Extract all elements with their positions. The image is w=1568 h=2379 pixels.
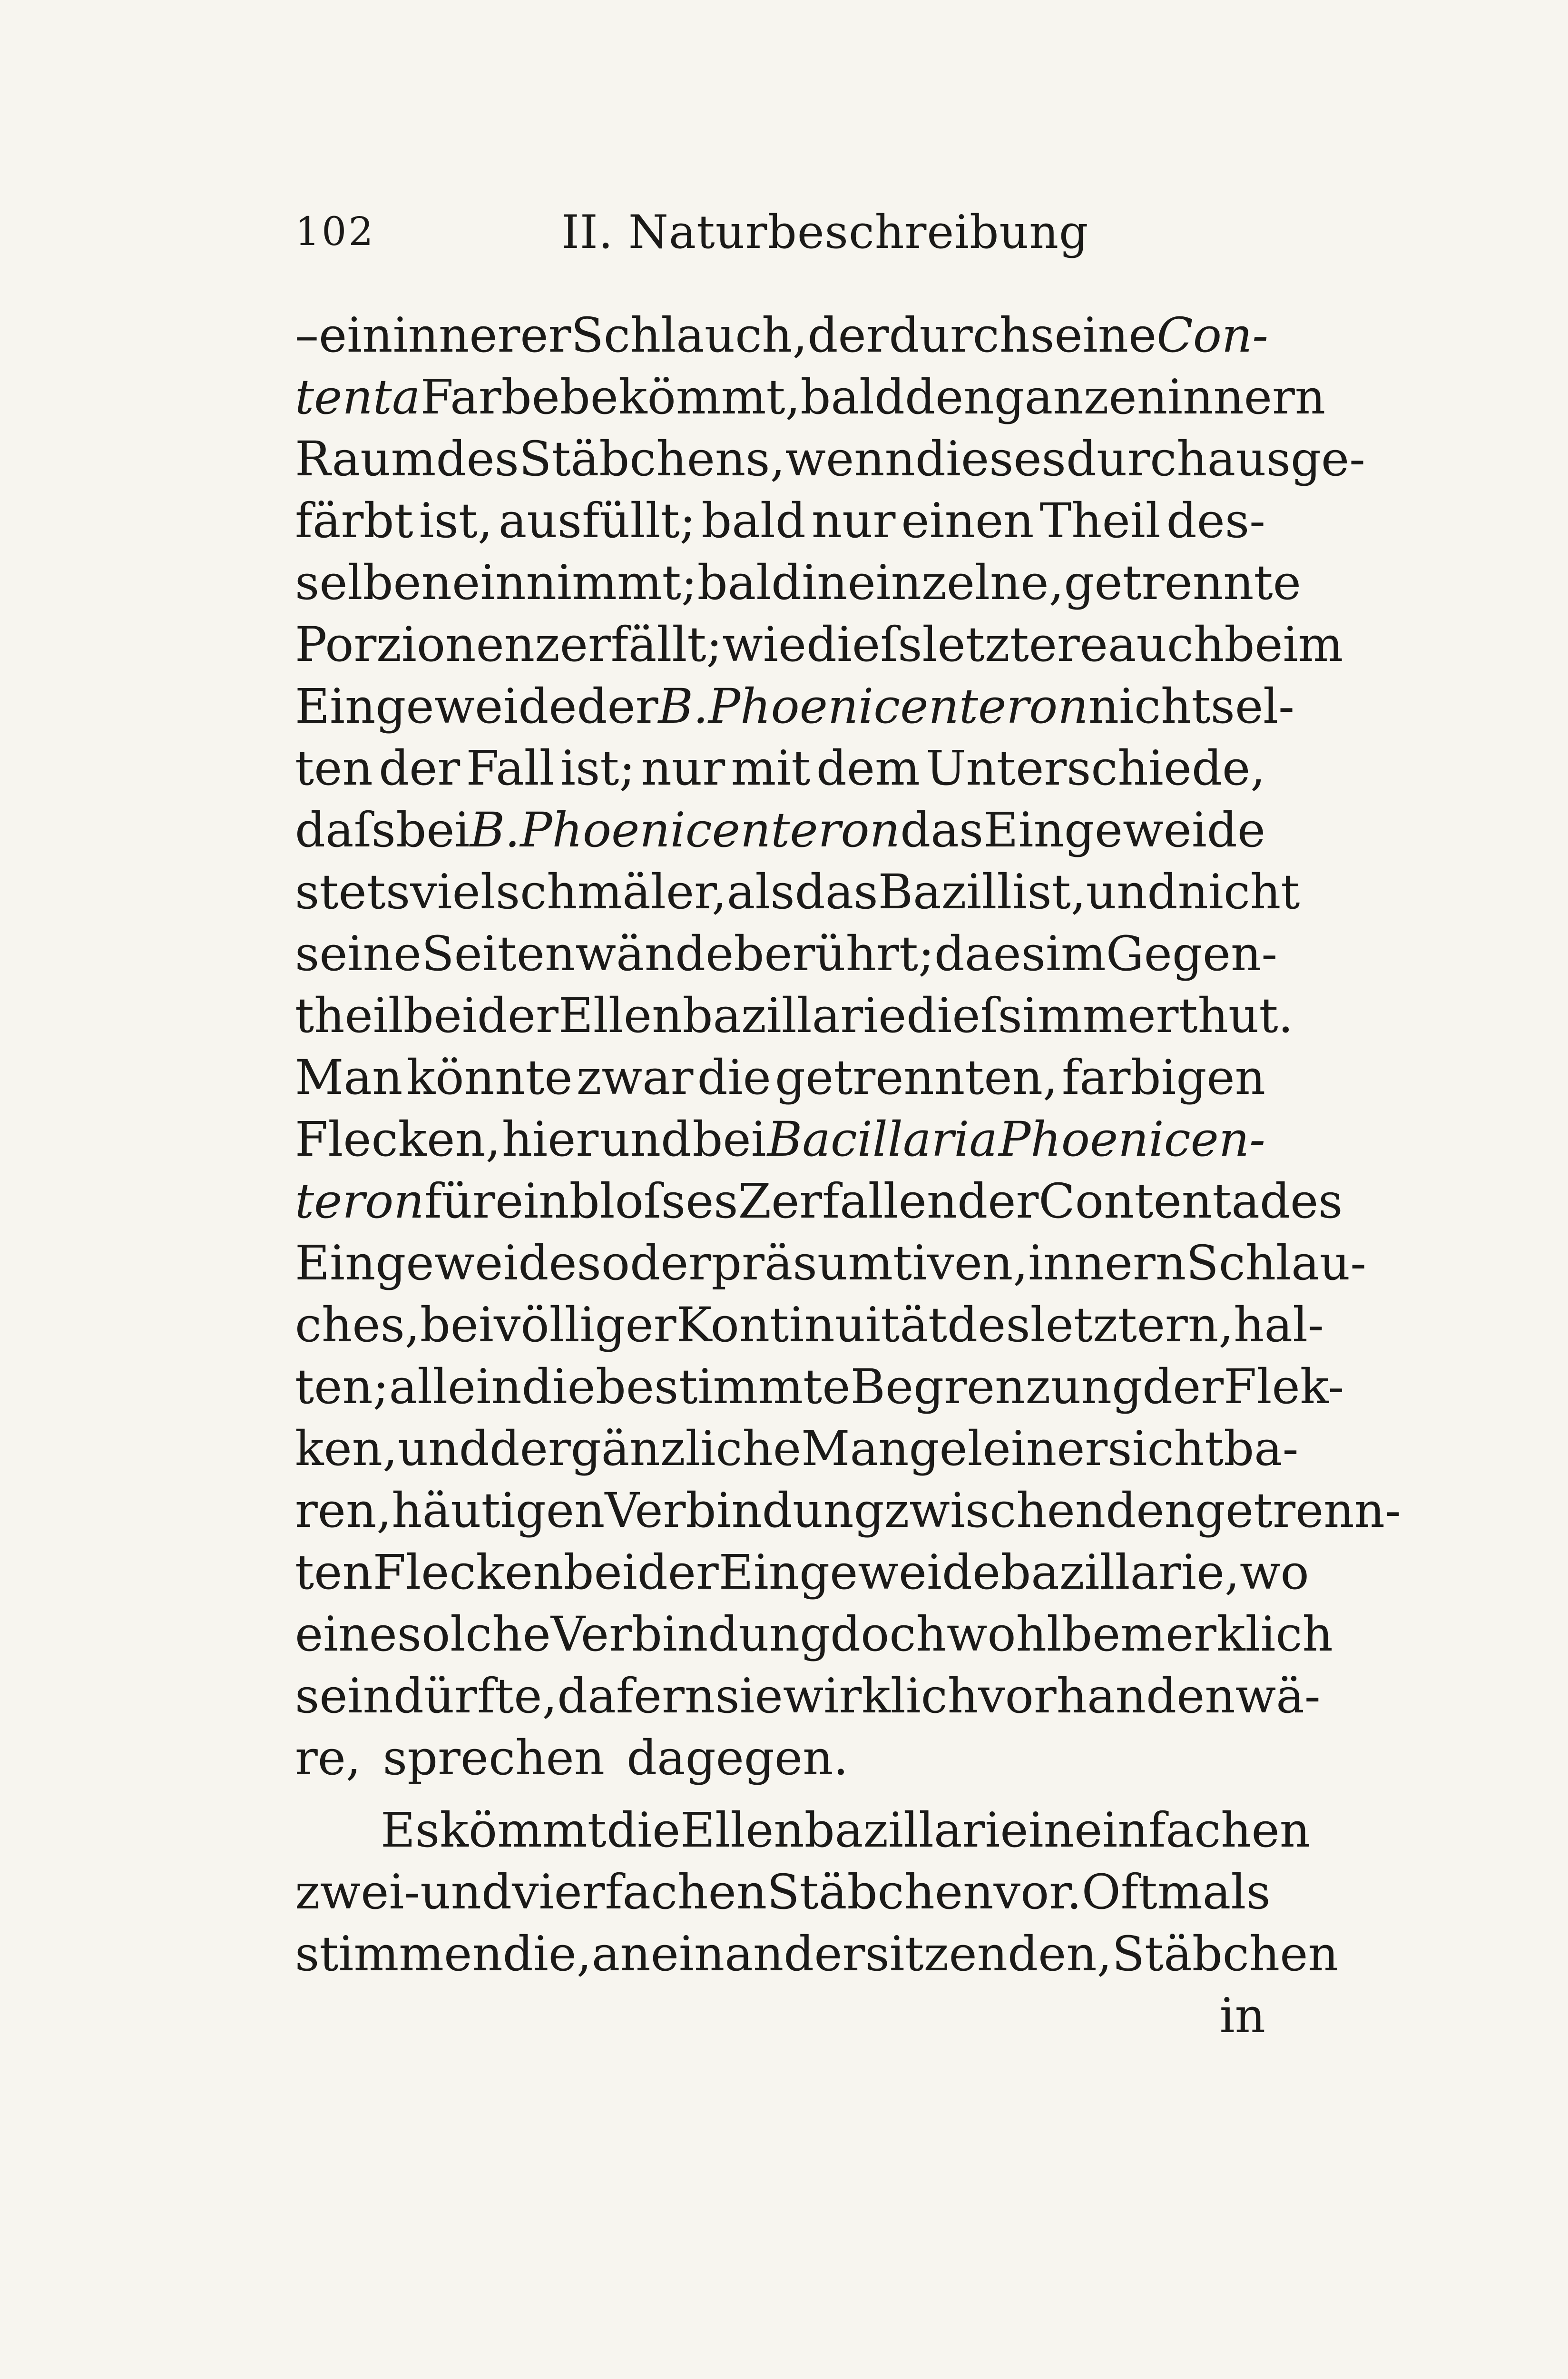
word: tenta bbox=[295, 369, 421, 425]
word: oder bbox=[601, 1235, 712, 1291]
word: in bbox=[1219, 1988, 1265, 2044]
word: letztere bbox=[922, 617, 1108, 672]
word: immer bbox=[1022, 988, 1179, 1043]
word: die bbox=[606, 1802, 681, 1858]
page-number: 102 bbox=[295, 209, 375, 255]
word: seine bbox=[295, 926, 422, 982]
word: hier bbox=[501, 1111, 599, 1167]
word: B. bbox=[658, 678, 708, 734]
word: einzelne, bbox=[847, 555, 1064, 610]
word: hal- bbox=[1234, 1297, 1324, 1353]
word: Stäbchens, bbox=[519, 431, 785, 487]
word: einfachen bbox=[1074, 1802, 1311, 1858]
word: es bbox=[993, 926, 1046, 982]
word: Eingeweide bbox=[295, 678, 577, 734]
word: der bbox=[637, 1544, 719, 1600]
word: getrenn- bbox=[1195, 1483, 1401, 1538]
word: Verbindung bbox=[550, 1606, 831, 1662]
word: Phoenicenteron bbox=[708, 678, 1088, 734]
body-text bbox=[295, 305, 1401, 2047]
word: könnte bbox=[406, 1050, 573, 1105]
word: die, bbox=[502, 1926, 592, 1982]
word: in bbox=[1028, 1802, 1074, 1858]
word: zwischen bbox=[884, 1483, 1106, 1538]
word: nur bbox=[641, 740, 725, 796]
word: getrennten, bbox=[775, 1050, 1058, 1105]
word: Schlauch, bbox=[571, 307, 808, 363]
text-line bbox=[295, 552, 1301, 614]
text-line bbox=[295, 428, 1365, 490]
word: Oftmals bbox=[1081, 1864, 1271, 1920]
word: – bbox=[295, 307, 319, 363]
word: gänzliche bbox=[570, 1421, 802, 1476]
word: der bbox=[1142, 1359, 1224, 1415]
word: schmäler, bbox=[495, 864, 727, 920]
word: innern bbox=[1167, 369, 1326, 425]
word: sitzenden, bbox=[865, 1926, 1112, 1982]
word: wohl bbox=[946, 1606, 1062, 1662]
text-line bbox=[295, 1418, 1299, 1480]
word: der bbox=[807, 307, 889, 363]
word: dürfte, bbox=[393, 1668, 558, 1724]
text-line bbox=[295, 1356, 1344, 1418]
word: als bbox=[726, 864, 795, 920]
word: einen bbox=[901, 493, 1034, 549]
word: daſs bbox=[295, 802, 396, 858]
word: einnimmt; bbox=[452, 555, 697, 610]
word: vor. bbox=[993, 1864, 1082, 1920]
word: Es bbox=[381, 1802, 440, 1858]
word: ten bbox=[295, 1544, 373, 1600]
word: Ellenbazillarie bbox=[558, 988, 907, 1043]
word: bekömmt, bbox=[559, 369, 801, 425]
word: bei bbox=[563, 1544, 637, 1600]
text-line bbox=[295, 985, 1294, 1047]
word: nicht bbox=[1088, 678, 1211, 734]
word: Bazill bbox=[878, 864, 1012, 920]
word: Eingeweide bbox=[983, 802, 1265, 858]
text-line bbox=[295, 1480, 1401, 1542]
text-line bbox=[295, 614, 1343, 676]
word: Theil bbox=[1039, 493, 1161, 549]
word: auch bbox=[1107, 617, 1225, 672]
word: der bbox=[957, 1173, 1039, 1229]
word: nicht bbox=[1177, 864, 1300, 920]
text-line bbox=[295, 799, 1265, 861]
word: theil bbox=[295, 988, 403, 1043]
word: sein bbox=[295, 1668, 393, 1724]
word: Phoenicen- bbox=[999, 1111, 1265, 1167]
word: einer bbox=[982, 1421, 1108, 1476]
text-line bbox=[295, 737, 1265, 799]
word: Mangel bbox=[801, 1421, 983, 1476]
word: bei bbox=[420, 1297, 494, 1353]
word: und bbox=[397, 1421, 490, 1476]
word: bald bbox=[697, 555, 802, 610]
word: wenn bbox=[785, 431, 915, 487]
word: die bbox=[521, 1359, 596, 1415]
word: Man bbox=[295, 1050, 403, 1105]
word: Flecken, bbox=[295, 1111, 501, 1167]
page-header bbox=[295, 206, 1275, 271]
word: die bbox=[697, 1050, 771, 1105]
word: färbt bbox=[295, 493, 413, 549]
word: teron bbox=[295, 1173, 424, 1229]
word: bei bbox=[396, 802, 470, 858]
word: innern bbox=[1028, 1235, 1186, 1291]
text-line bbox=[295, 1799, 1311, 1861]
word: selben bbox=[295, 555, 452, 610]
word: des bbox=[947, 1297, 1030, 1353]
word: Flecken bbox=[372, 1544, 564, 1600]
text-line bbox=[295, 1727, 1265, 1789]
word: Raum bbox=[295, 431, 436, 487]
text-line bbox=[295, 1603, 1333, 1665]
word: des bbox=[1259, 1173, 1343, 1229]
word: des- bbox=[1166, 493, 1265, 549]
word: bald bbox=[701, 493, 806, 549]
text-line bbox=[295, 1542, 1309, 1603]
word: ganzen bbox=[994, 369, 1167, 425]
word: nur bbox=[811, 493, 896, 549]
word: Porzionen bbox=[295, 617, 535, 672]
word: Unterschiede, bbox=[926, 740, 1265, 796]
word: bei bbox=[692, 1111, 766, 1167]
word: Begrenzung bbox=[850, 1359, 1143, 1415]
word: seine bbox=[1030, 307, 1157, 363]
word: beim bbox=[1224, 617, 1343, 672]
word: ches, bbox=[295, 1297, 420, 1353]
word: ken, bbox=[295, 1421, 398, 1476]
word: das bbox=[900, 802, 984, 858]
word: viel bbox=[410, 864, 496, 920]
word: ge- bbox=[1290, 431, 1365, 487]
word: sel- bbox=[1210, 678, 1294, 734]
word: Kontinuität bbox=[676, 1297, 948, 1353]
word: das bbox=[794, 864, 878, 920]
word: wie bbox=[722, 617, 807, 672]
text-line bbox=[295, 1170, 1343, 1232]
running-title: II. Naturbeschreibung bbox=[561, 206, 1089, 259]
word: ten bbox=[295, 740, 373, 796]
word: kömmt bbox=[440, 1802, 607, 1858]
word: stets bbox=[295, 864, 411, 920]
word: völliger bbox=[493, 1297, 676, 1353]
word: Stäbchen bbox=[767, 1864, 994, 1920]
word: einander bbox=[650, 1926, 865, 1982]
word: getrennte bbox=[1064, 555, 1301, 610]
word: Stäbchen bbox=[1112, 1926, 1339, 1982]
word: ren, bbox=[295, 1483, 392, 1538]
word: bemerklich bbox=[1061, 1606, 1333, 1662]
word: ist, bbox=[419, 493, 493, 549]
word: der bbox=[489, 1421, 571, 1476]
word: ein bbox=[495, 1173, 569, 1229]
word: dieſs bbox=[806, 617, 922, 672]
word: bald bbox=[800, 369, 905, 425]
word: vorhanden bbox=[978, 1668, 1235, 1724]
word: Eingeweides bbox=[295, 1235, 601, 1291]
text-line bbox=[295, 1047, 1265, 1109]
word: farbigen bbox=[1061, 1050, 1265, 1105]
word: wä- bbox=[1235, 1668, 1321, 1724]
word: stimmen bbox=[295, 1926, 503, 1982]
text-line bbox=[295, 1109, 1265, 1170]
word: zwar bbox=[576, 1050, 694, 1105]
word: Eingeweidebazillarie, bbox=[718, 1544, 1240, 1600]
text-line bbox=[295, 305, 1269, 366]
word: mit bbox=[731, 740, 811, 796]
word: sie bbox=[715, 1668, 783, 1724]
word: häutigen bbox=[392, 1483, 605, 1538]
word: durch bbox=[889, 307, 1030, 363]
word: des bbox=[436, 431, 519, 487]
word: Ellenbazillarie bbox=[680, 1802, 1029, 1858]
text-line bbox=[295, 1861, 1271, 1923]
word: solche bbox=[397, 1606, 551, 1662]
word: im bbox=[1045, 926, 1106, 982]
word: Seitenwände bbox=[421, 926, 734, 982]
word: bei bbox=[403, 988, 477, 1043]
word: dieses bbox=[915, 431, 1066, 487]
text-line bbox=[295, 1232, 1366, 1294]
text-line bbox=[295, 1665, 1321, 1727]
text-line bbox=[295, 923, 1278, 985]
word: Contenta bbox=[1039, 1173, 1260, 1229]
word: und bbox=[420, 1864, 512, 1920]
word: dem bbox=[816, 740, 920, 796]
word: ist; bbox=[560, 740, 636, 796]
word: Zerfallen bbox=[738, 1173, 958, 1229]
word: sprechen bbox=[382, 1730, 605, 1786]
word: ist, bbox=[1012, 864, 1086, 920]
word: an bbox=[591, 1926, 651, 1982]
word: eine bbox=[295, 1606, 397, 1662]
word: Schlau- bbox=[1186, 1235, 1366, 1291]
word: den bbox=[905, 369, 994, 425]
word: doch bbox=[830, 1606, 947, 1662]
word: dieſs bbox=[906, 988, 1022, 1043]
word: innerer bbox=[392, 307, 571, 363]
text-line bbox=[295, 1294, 1324, 1356]
text-line bbox=[295, 861, 1300, 923]
text-line bbox=[295, 490, 1265, 552]
word: den bbox=[1106, 1483, 1195, 1538]
word: thut. bbox=[1178, 988, 1294, 1043]
word: in bbox=[802, 555, 848, 610]
word: Bacillaria bbox=[767, 1111, 998, 1167]
word: ten; bbox=[295, 1359, 389, 1415]
catchword bbox=[295, 1985, 1265, 2047]
word: der bbox=[477, 988, 559, 1043]
word: Verbindung bbox=[605, 1483, 884, 1538]
word: Phoenicenteron bbox=[520, 802, 901, 858]
word: für bbox=[424, 1173, 495, 1229]
word: dagegen. bbox=[627, 1730, 849, 1786]
word: da bbox=[934, 926, 993, 982]
word: zwei- bbox=[295, 1864, 421, 1920]
word: dafern bbox=[557, 1668, 715, 1724]
word: allein bbox=[389, 1359, 522, 1415]
text-line bbox=[295, 366, 1326, 428]
word: wirklich bbox=[783, 1668, 979, 1724]
word: Fall bbox=[466, 740, 555, 796]
word: berührt; bbox=[734, 926, 934, 982]
word: präsumtiven, bbox=[711, 1235, 1029, 1291]
word: und bbox=[1086, 864, 1178, 920]
word: Farbe bbox=[420, 369, 560, 425]
word: Flek- bbox=[1224, 1359, 1344, 1415]
word: zerfällt; bbox=[535, 617, 723, 672]
word: Con- bbox=[1156, 307, 1269, 363]
word: der bbox=[577, 678, 658, 734]
text-line bbox=[295, 1923, 1339, 1985]
word: letztern, bbox=[1030, 1297, 1234, 1353]
word: B. bbox=[470, 802, 520, 858]
word: bloſses bbox=[569, 1173, 738, 1229]
text-line bbox=[295, 676, 1294, 737]
word: der bbox=[379, 740, 461, 796]
word: bestimmte bbox=[595, 1359, 851, 1415]
word: wo bbox=[1239, 1544, 1309, 1600]
word: durchaus bbox=[1066, 431, 1291, 487]
word: re, bbox=[295, 1730, 361, 1786]
word: sichtba- bbox=[1107, 1421, 1299, 1476]
word: und bbox=[599, 1111, 692, 1167]
word: vierfachen bbox=[512, 1864, 767, 1920]
word: Gegen- bbox=[1106, 926, 1278, 982]
word: ausfüllt; bbox=[498, 493, 696, 549]
word: ein bbox=[319, 307, 393, 363]
